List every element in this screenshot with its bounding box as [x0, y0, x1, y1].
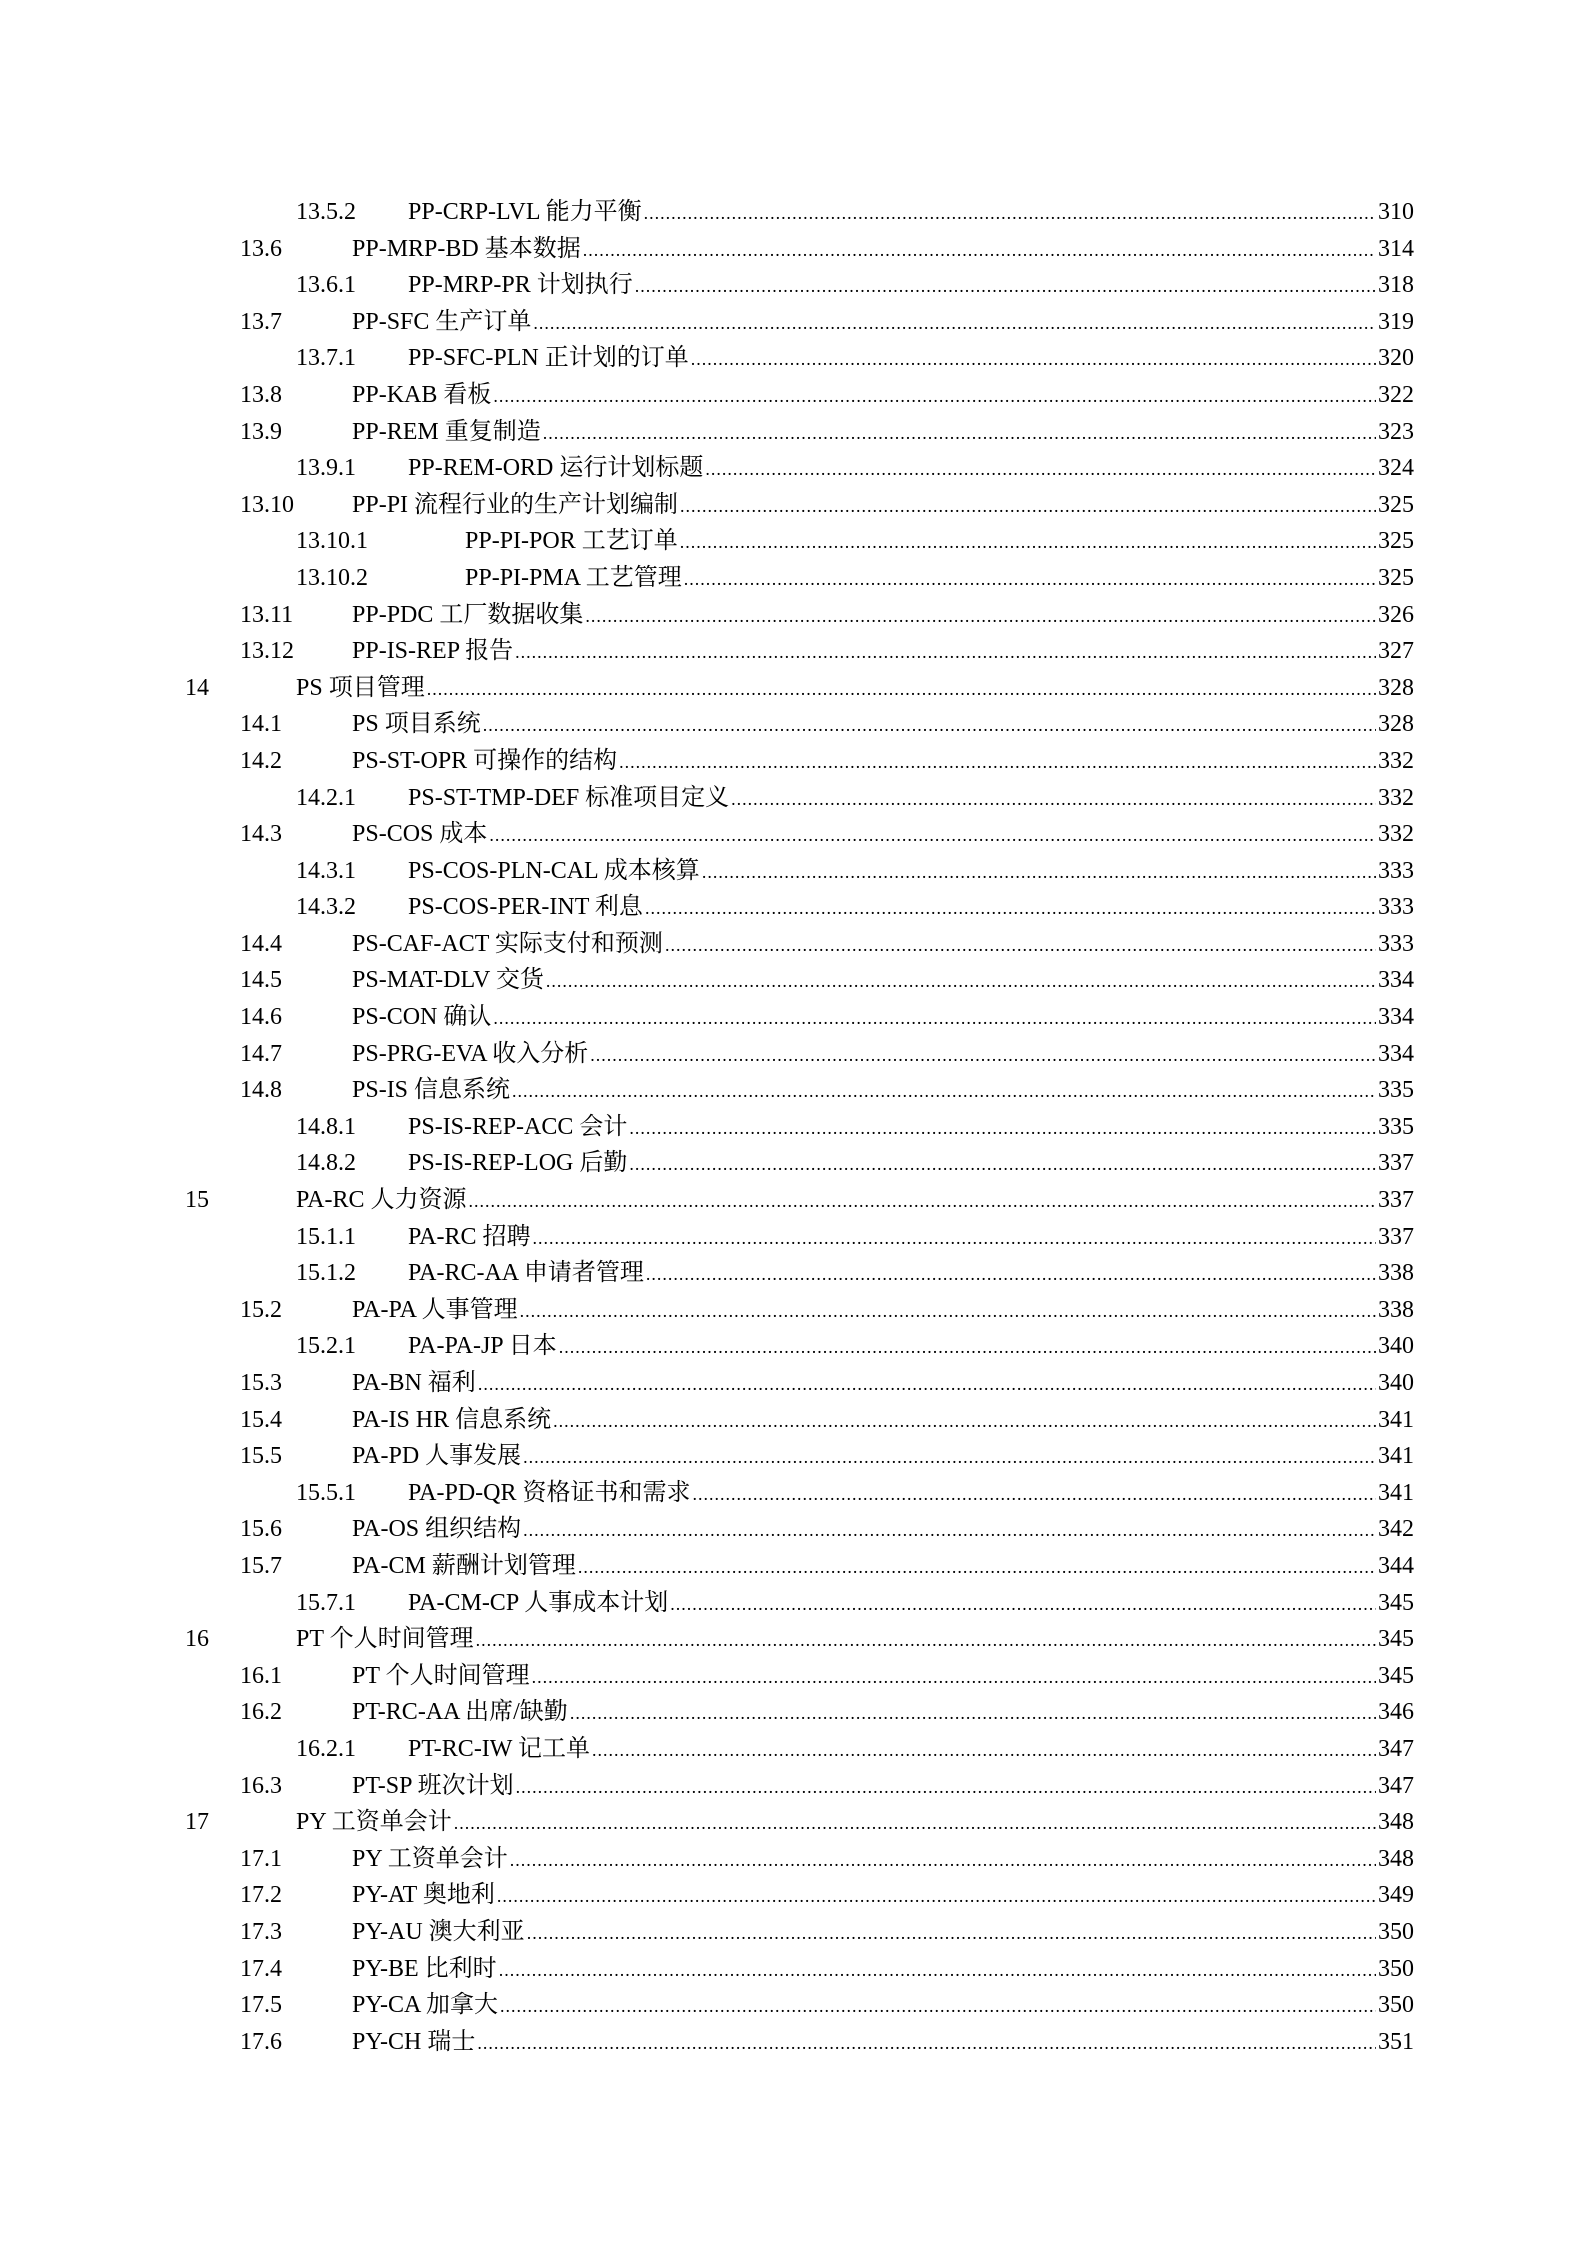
dot-leader — [592, 1731, 1376, 1769]
dot-leader — [493, 999, 1376, 1037]
toc-entry-number: 17.5 — [240, 1992, 282, 2019]
toc-entry-title: PY-AT 奥地利 — [352, 1882, 495, 1909]
toc-entry-page: 351 — [1378, 2028, 1414, 2055]
toc-entry[interactable] — [0, 853, 1587, 890]
toc-entry-title: PA-CM 薪酬计划管理 — [352, 1552, 576, 1579]
toc-entry-number: 16 — [185, 1626, 209, 1653]
toc-entry[interactable] — [0, 560, 1587, 597]
dot-leader — [731, 780, 1376, 818]
toc-entry-page: 337 — [1378, 1150, 1414, 1177]
toc-entry-title: PP-REM 重复制造 — [352, 418, 541, 445]
toc-entry-number: 15.2 — [240, 1296, 282, 1323]
dot-leader — [702, 853, 1376, 891]
toc-entry-number: 13.10 — [240, 491, 294, 518]
toc-entry[interactable] — [0, 1036, 1587, 1073]
toc-entry-number: 15.1.2 — [296, 1260, 356, 1287]
toc-entry[interactable] — [0, 1951, 1587, 1988]
toc-entry-number: 13.10.2 — [296, 564, 368, 591]
toc-entry-title: PA-PA 人事管理 — [352, 1296, 518, 1323]
toc-entry-title: PT-SP 班次计划 — [352, 1772, 514, 1799]
dot-leader — [468, 1182, 1376, 1220]
toc-entry-title: PS-PRG-EVA 收入分析 — [352, 1040, 589, 1067]
dot-leader — [583, 231, 1376, 269]
toc-entry-number: 15.4 — [240, 1406, 282, 1433]
toc-entry-number: 16.1 — [240, 1662, 282, 1689]
toc-entry[interactable] — [0, 1914, 1587, 1951]
toc-entry-page: 335 — [1378, 1077, 1414, 1104]
toc-entry-number: 17.3 — [240, 1918, 282, 1945]
toc-entry-title: PS-ST-OPR 可操作的结构 — [352, 747, 618, 774]
toc-entry-page: 332 — [1378, 821, 1414, 848]
toc-entry-title: PA-PD 人事发展 — [352, 1443, 522, 1470]
toc-entry-title: PP-PI-PMA 工艺管理 — [465, 564, 682, 591]
dot-leader — [497, 1877, 1376, 1915]
toc-entry-title: PY 工资单会计 — [352, 1845, 508, 1872]
toc-entry-number: 13.9.1 — [296, 455, 356, 482]
toc-entry-number: 17 — [185, 1809, 209, 1836]
toc-entry-number: 14.1 — [240, 711, 282, 738]
dot-leader — [532, 1658, 1376, 1696]
toc-entry-page: 325 — [1378, 491, 1414, 518]
dot-leader — [680, 523, 1376, 561]
toc-entry[interactable] — [0, 1548, 1587, 1585]
toc-entry-title: PS-COS 成本 — [352, 821, 488, 848]
toc-entry-page: 338 — [1378, 1260, 1414, 1287]
toc-entry-title: PY-CA 加拿大 — [352, 1992, 499, 2019]
toc-entry-page: 323 — [1378, 418, 1414, 445]
toc-entry-page: 338 — [1378, 1296, 1414, 1323]
toc-entry-page: 333 — [1378, 894, 1414, 921]
toc-entry-title: PS-CAF-ACT 实际支付和预测 — [352, 930, 663, 957]
toc-entry-number: 15.3 — [240, 1370, 282, 1396]
toc-entry-page: 340 — [1378, 1370, 1414, 1396]
toc-entry[interactable] — [0, 231, 1587, 268]
toc-entry-number: 14.3 — [240, 821, 282, 848]
toc-entry-page: 350 — [1378, 1918, 1414, 1945]
toc-entry[interactable] — [0, 1804, 1587, 1841]
dot-leader — [427, 670, 1376, 708]
toc-entry[interactable] — [0, 597, 1587, 634]
toc-entry-page: 322 — [1378, 381, 1414, 408]
toc-entry-title: PY 工资单会计 — [296, 1809, 452, 1836]
toc-entry[interactable] — [0, 816, 1587, 853]
toc-entry[interactable] — [0, 633, 1587, 670]
toc-entry-number: 15.7 — [240, 1552, 282, 1579]
dot-leader — [635, 267, 1376, 305]
dot-leader — [476, 1621, 1376, 1659]
toc-entry-number: 14.2 — [240, 747, 282, 774]
toc-entry-number: 14 — [185, 674, 209, 701]
toc-entry[interactable] — [0, 999, 1587, 1036]
toc-entry-page: 334 — [1378, 967, 1414, 994]
toc-entry-title: PA-PD-QR 资格证书和需求 — [408, 1479, 691, 1506]
toc-entry-page: 348 — [1378, 1809, 1414, 1836]
toc-entry-title: PS 项目系统 — [352, 711, 481, 738]
toc-entry-number: 14.8 — [240, 1077, 282, 1104]
toc-entry-page: 341 — [1378, 1443, 1414, 1470]
toc-entry-title: PS-COS-PER-INT 利息 — [408, 894, 643, 921]
toc-entry-page: 320 — [1378, 345, 1414, 372]
toc-entry-title: PA-IS HR 信息系统 — [352, 1406, 552, 1433]
toc-entry[interactable] — [0, 450, 1587, 487]
dot-leader — [629, 1145, 1376, 1183]
toc-entry-number: 15 — [185, 1187, 209, 1214]
toc-entry-page: 325 — [1378, 528, 1414, 555]
toc-entry[interactable] — [0, 1255, 1587, 1292]
toc-entry[interactable] — [0, 1877, 1587, 1914]
toc-entry-number: 16.2 — [240, 1699, 282, 1726]
toc-entry-title: PP-SFC-PLN 正计划的订单 — [408, 345, 689, 372]
dot-leader — [523, 1438, 1376, 1476]
toc-entry-title: PS 项目管理 — [296, 674, 425, 701]
toc-entry-number: 16.2.1 — [296, 1735, 356, 1762]
toc-entry-number: 15.6 — [240, 1516, 282, 1543]
toc-entry[interactable] — [0, 1182, 1587, 1219]
toc-entry[interactable] — [0, 926, 1587, 963]
toc-entry[interactable] — [0, 194, 1587, 231]
toc-entry-page: 347 — [1378, 1772, 1414, 1799]
toc-entry-title: PS-ST-TMP-DEF 标准项目定义 — [408, 784, 730, 811]
toc-entry-number: 13.8 — [240, 381, 282, 408]
toc-entry-page: 328 — [1378, 674, 1414, 701]
toc-entry-number: 13.5.2 — [296, 199, 356, 225]
toc-entry[interactable] — [0, 487, 1587, 524]
toc-entry[interactable] — [0, 1987, 1587, 2024]
toc-entry[interactable] — [0, 1511, 1587, 1548]
toc-entry-number: 15.2.1 — [296, 1333, 356, 1360]
toc-entry[interactable] — [0, 1145, 1587, 1182]
toc-entry-page: 350 — [1378, 1955, 1414, 1982]
toc-entry-page: 334 — [1378, 1040, 1414, 1067]
dot-leader — [527, 1914, 1376, 1952]
toc-entry-page: 345 — [1378, 1662, 1414, 1689]
toc-entry-number: 13.6.1 — [296, 272, 356, 299]
toc-entry[interactable] — [0, 267, 1587, 304]
toc-entry-title: PS-MAT-DLV 交货 — [352, 967, 544, 994]
dot-leader — [705, 450, 1376, 488]
dot-leader — [629, 1109, 1376, 1147]
toc-entry-number: 13.12 — [240, 638, 294, 665]
toc-entry-page: 341 — [1378, 1479, 1414, 1506]
toc-entry-title: PY-CH 瑞士 — [352, 2028, 476, 2055]
toc-entry[interactable] — [0, 706, 1587, 743]
dot-leader — [590, 1036, 1376, 1074]
toc-entry-title: PP-MRP-PR 计划执行 — [408, 272, 633, 299]
toc-entry-page: 332 — [1378, 784, 1414, 811]
toc-entry-page: 310 — [1378, 199, 1414, 225]
toc-entry-number: 17.6 — [240, 2028, 282, 2055]
toc-entry[interactable] — [0, 1768, 1587, 1805]
dot-leader — [578, 1548, 1376, 1586]
toc-entry-number: 17.1 — [240, 1845, 282, 1872]
dot-leader — [532, 1219, 1376, 1257]
toc-entry-page: 337 — [1378, 1187, 1414, 1214]
toc-entry-page: 334 — [1378, 1004, 1414, 1031]
toc-entry-number: 14.6 — [240, 1004, 282, 1031]
toc-entry-number: 15.5.1 — [296, 1479, 356, 1506]
toc-entry-number: 15.7.1 — [296, 1589, 356, 1616]
toc-entry-number: 13.7.1 — [296, 345, 356, 372]
toc-entry-title: PP-PI 流程行业的生产计划编制 — [352, 491, 679, 518]
toc-entry-page: 318 — [1378, 272, 1414, 299]
toc-entry-number: 16.3 — [240, 1772, 282, 1799]
toc-entry-page: 346 — [1378, 1699, 1414, 1726]
toc-entry-number: 14.8.2 — [296, 1150, 356, 1177]
dot-leader — [570, 1694, 1376, 1732]
toc-entry-title: PA-PA-JP 日本 — [408, 1333, 557, 1360]
toc-entry-title: PS-IS-REP-ACC 会计 — [408, 1113, 628, 1140]
table-of-contents — [0, 194, 1587, 2060]
toc-entry-page: 342 — [1378, 1516, 1414, 1543]
toc-entry-title: PS-IS-REP-LOG 后勤 — [408, 1150, 628, 1177]
toc-entry-number: 17.2 — [240, 1882, 282, 1909]
toc-entry-title: PS-IS 信息系统 — [352, 1077, 511, 1104]
toc-entry-page: 333 — [1378, 857, 1414, 884]
toc-entry-title: PA-RC 招聘 — [408, 1223, 531, 1250]
toc-entry-page: 324 — [1378, 455, 1414, 482]
toc-entry[interactable] — [0, 1109, 1587, 1146]
dot-leader — [499, 1951, 1376, 1989]
toc-entry-page: 348 — [1378, 1845, 1414, 1872]
dot-leader — [665, 926, 1376, 964]
toc-entry-number: 14.3.1 — [296, 857, 356, 884]
toc-entry-number: 15.1.1 — [296, 1223, 356, 1250]
dot-leader — [533, 304, 1376, 342]
toc-entry[interactable] — [0, 1072, 1587, 1109]
toc-entry[interactable] — [0, 780, 1587, 817]
dot-leader — [489, 816, 1376, 854]
toc-entry[interactable] — [0, 1694, 1587, 1731]
dot-leader — [510, 1841, 1376, 1879]
toc-entry-title: PS-COS-PLN-CAL 成本核算 — [408, 857, 700, 884]
toc-entry-number: 13.10.1 — [296, 528, 368, 555]
dot-leader — [644, 194, 1376, 232]
toc-entry-title: PA-BN 福利 — [352, 1370, 476, 1396]
toc-entry-page: 345 — [1378, 1626, 1414, 1653]
dot-leader — [520, 1292, 1376, 1330]
toc-entry[interactable] — [0, 670, 1587, 707]
toc-entry[interactable] — [0, 1365, 1587, 1402]
dot-leader — [646, 1255, 1376, 1293]
toc-entry[interactable] — [0, 340, 1587, 377]
dot-leader — [543, 414, 1376, 452]
toc-entry[interactable] — [0, 889, 1587, 926]
toc-entry-title: PA-CM-CP 人事成本计划 — [408, 1589, 669, 1616]
dot-leader — [454, 1804, 1376, 1842]
dot-leader — [515, 633, 1376, 671]
toc-entry[interactable] — [0, 1219, 1587, 1256]
toc-entry-number: 14.3.2 — [296, 894, 356, 921]
toc-entry-number: 13.9 — [240, 418, 282, 445]
dot-leader — [512, 1072, 1376, 1110]
toc-entry-title: PY-AU 澳大利亚 — [352, 1918, 525, 1945]
toc-entry-page: 345 — [1378, 1589, 1414, 1616]
toc-entry-title: PP-CRP-LVL 能力平衡 — [408, 199, 642, 225]
dot-leader — [692, 1475, 1376, 1513]
toc-entry-number: 14.7 — [240, 1040, 282, 1067]
toc-entry-title: PP-PDC 工厂数据收集 — [352, 601, 584, 628]
toc-entry-number: 14.2.1 — [296, 784, 356, 811]
toc-entry-page: 325 — [1378, 564, 1414, 591]
dot-leader — [500, 1987, 1376, 2025]
dot-leader — [619, 743, 1376, 781]
dot-leader — [516, 1768, 1376, 1806]
toc-entry-page: 350 — [1378, 1992, 1414, 2019]
toc-entry-page: 333 — [1378, 930, 1414, 957]
toc-entry-title: PS-CON 确认 — [352, 1004, 492, 1031]
toc-entry[interactable] — [0, 377, 1587, 414]
toc-entry-title: PT-RC-IW 记工单 — [408, 1735, 591, 1762]
toc-entry[interactable] — [0, 743, 1587, 780]
dot-leader — [645, 889, 1376, 927]
toc-entry-title: PT-RC-AA 出席/缺勤 — [352, 1699, 568, 1726]
toc-entry[interactable] — [0, 304, 1587, 341]
toc-entry-page: 344 — [1378, 1552, 1414, 1579]
toc-entry-title: PT 个人时间管理 — [352, 1662, 530, 1689]
dot-leader — [585, 597, 1376, 635]
dot-leader — [553, 1402, 1376, 1440]
toc-entry[interactable] — [0, 1328, 1587, 1365]
toc-entry[interactable] — [0, 1402, 1587, 1439]
toc-entry-page: 328 — [1378, 711, 1414, 738]
toc-entry-title: PA-RC-AA 申请者管理 — [408, 1260, 644, 1287]
toc-entry[interactable] — [0, 1658, 1587, 1695]
dot-leader — [477, 2024, 1376, 2062]
toc-entry-page: 332 — [1378, 747, 1414, 774]
toc-entry-page: 340 — [1378, 1333, 1414, 1360]
dot-leader — [684, 560, 1376, 598]
toc-entry-number: 14.8.1 — [296, 1113, 356, 1140]
toc-entry-title: PP-SFC 生产订单 — [352, 308, 532, 335]
toc-entry[interactable] — [0, 1475, 1587, 1512]
toc-entry-number: 17.4 — [240, 1955, 282, 1982]
dot-leader — [680, 487, 1376, 525]
toc-entry-page: 327 — [1378, 638, 1414, 665]
toc-entry-title: PP-IS-REP 报告 — [352, 638, 514, 665]
toc-entry-number: 15.5 — [240, 1443, 282, 1470]
toc-entry-page: 335 — [1378, 1113, 1414, 1140]
toc-entry-title: PA-RC 人力资源 — [296, 1187, 467, 1214]
toc-entry-page: 349 — [1378, 1882, 1414, 1909]
toc-entry-page: 341 — [1378, 1406, 1414, 1433]
toc-entry-page: 319 — [1378, 308, 1414, 335]
toc-entry[interactable] — [0, 1731, 1587, 1768]
toc-entry[interactable] — [0, 1585, 1587, 1622]
toc-entry-number: 13.11 — [240, 601, 294, 628]
dot-leader — [483, 706, 1376, 744]
toc-entry[interactable] — [0, 1438, 1587, 1475]
toc-entry-page: 326 — [1378, 601, 1414, 628]
toc-entry-title: PP-KAB 看板 — [352, 381, 492, 408]
toc-entry[interactable] — [0, 523, 1587, 560]
toc-entry-number: 13.7 — [240, 308, 282, 335]
toc-entry[interactable] — [0, 962, 1587, 999]
dot-leader — [493, 377, 1376, 415]
toc-entry-page: 337 — [1378, 1223, 1414, 1250]
dot-leader — [546, 962, 1376, 1000]
toc-entry-title: PP-REM-ORD 运行计划标题 — [408, 455, 704, 482]
toc-entry-title: PA-OS 组织结构 — [352, 1516, 522, 1543]
toc-entry-title: PT 个人时间管理 — [296, 1626, 474, 1653]
dot-leader — [478, 1365, 1376, 1403]
toc-entry-page: 347 — [1378, 1735, 1414, 1762]
toc-entry-title: PY-BE 比利时 — [352, 1955, 497, 1982]
dot-leader — [523, 1511, 1376, 1549]
toc-entry[interactable] — [0, 414, 1587, 451]
dot-leader — [670, 1585, 1376, 1623]
toc-entry-title: PP-MRP-BD 基本数据 — [352, 235, 581, 262]
toc-entry[interactable] — [0, 1292, 1587, 1329]
dot-leader — [691, 340, 1376, 378]
toc-entry-number: 14.5 — [240, 967, 282, 994]
toc-entry-number: 14.4 — [240, 930, 282, 957]
toc-entry[interactable] — [0, 1841, 1587, 1878]
toc-entry-title: PP-PI-POR 工艺订单 — [465, 528, 678, 555]
toc-entry[interactable] — [0, 1621, 1587, 1658]
toc-entry-page: 314 — [1378, 235, 1414, 262]
toc-entry[interactable] — [0, 2024, 1587, 2061]
dot-leader — [559, 1328, 1376, 1366]
toc-entry-number: 13.6 — [240, 235, 282, 262]
